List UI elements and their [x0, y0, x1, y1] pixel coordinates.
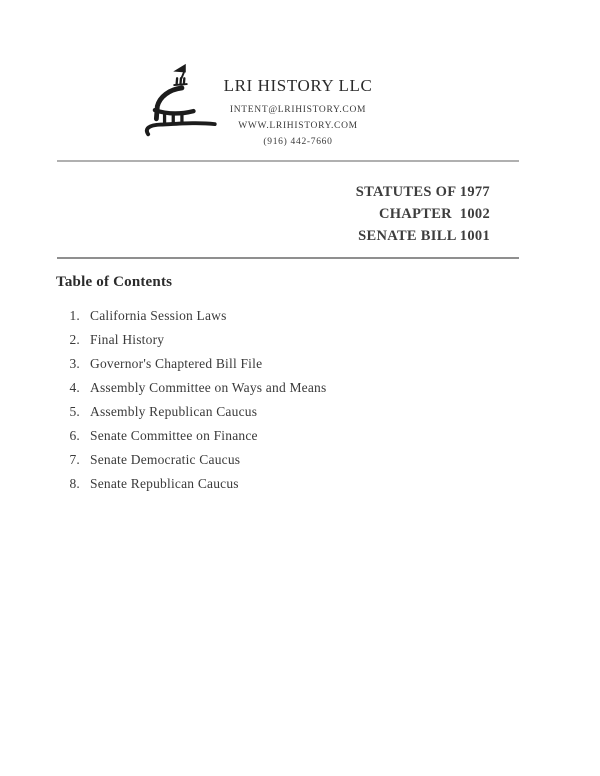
toc-item — [62, 400, 502, 424]
divider-bottom — [57, 257, 519, 259]
toc-item — [62, 304, 502, 328]
toc-item-number: 7. — [69, 452, 80, 467]
toc-item-number: 5. — [69, 404, 80, 419]
toc-item — [62, 376, 502, 400]
toc-list — [62, 304, 502, 496]
company-email: INTENT@LRIHISTORY.COM — [229, 105, 367, 115]
toc-item-label: Senate Democratic Caucus — [90, 452, 241, 467]
toc-item-label: Governor's Chaptered Bill File — [90, 356, 263, 371]
toc-item-number: 3. — [69, 356, 80, 371]
company-phone: (916) 442-7660 — [263, 137, 333, 147]
toc-item-label: Assembly Committee on Ways and Means — [90, 380, 327, 395]
statutes-line: STATUTES OF 1977 — [355, 184, 490, 200]
divider-top — [57, 160, 519, 162]
toc-item-label: Assembly Republican Caucus — [90, 404, 258, 419]
toc-item-number: 2. — [69, 332, 80, 347]
toc-item-label: Senate Committee on Finance — [90, 428, 258, 443]
statute-reference-block — [356, 181, 490, 247]
toc-heading: Table of Contents — [56, 274, 173, 290]
toc-item-label: Final History — [90, 332, 165, 347]
senate-bill-line: SENATE BILL 1001 — [358, 228, 490, 244]
company-website: WWW.LRIHISTORY.COM — [238, 121, 358, 131]
toc-item-number: 4. — [69, 380, 80, 395]
toc-item-label: Senate Republican Caucus — [90, 476, 239, 491]
toc-item — [62, 352, 502, 376]
toc-item — [62, 328, 502, 352]
toc-item-number: 8. — [69, 476, 80, 491]
toc-item — [62, 448, 502, 472]
company-name: LRI HISTORY LLC — [223, 76, 373, 95]
toc-item — [62, 424, 502, 448]
toc-item-label: California Session Laws — [90, 308, 227, 323]
toc-item — [62, 472, 502, 496]
chapter-line: CHAPTER 1002 — [378, 206, 490, 222]
toc-item-number: 6. — [69, 428, 80, 443]
toc-item-number: 1. — [69, 308, 80, 323]
letterhead — [198, 76, 398, 150]
